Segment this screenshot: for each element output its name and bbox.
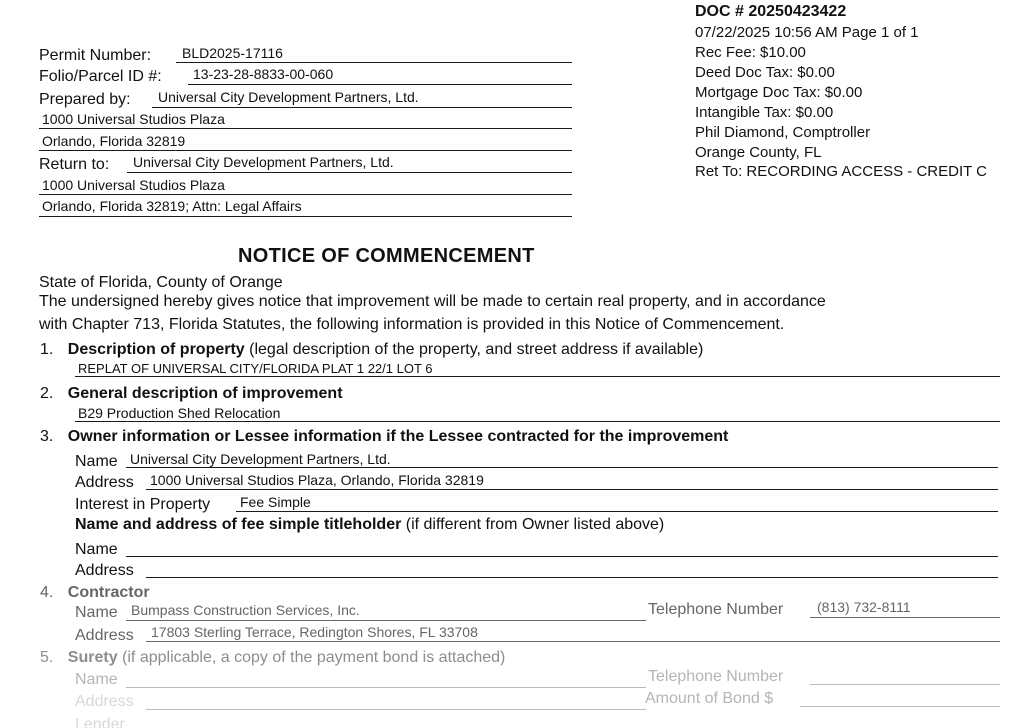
doc-number: DOC # 20250423422 — [695, 3, 847, 20]
contractor-name-underline — [126, 620, 646, 621]
fee-simple-title: Name and address of fee simple titleholder — [75, 516, 402, 533]
return-address-1: 1000 Universal Studios Plaza — [42, 177, 225, 193]
section-3-title: Owner information or Lessee information if the Lessee contracted for the improvement — [67, 428, 729, 445]
prepared-addr2-underline — [39, 150, 572, 151]
prepared-by-label: Prepared by: — [39, 91, 131, 108]
permit-underline — [176, 62, 572, 63]
contractor-name-value: Bumpass Construction Services, Inc. — [131, 602, 360, 618]
contractor-phone-value: (813) 732-8111 — [817, 599, 911, 615]
return-to-value: Universal City Development Partners, Ltd. — [133, 154, 394, 170]
section-1-heading — [40, 341, 703, 359]
surety-phone-underline — [810, 684, 1000, 685]
prepared-address-1: 1000 Universal Studios Plaza — [42, 111, 225, 127]
section-2-number: 2. — [40, 385, 54, 402]
intro-line-2: with Chapter 713, Florida Statutes, the following information is provided in this Notice of Commencement. — [39, 316, 785, 333]
titleholder-address-label: Address — [75, 562, 134, 579]
section-1-subtitle: (legal description of the property, and street address if available) — [244, 341, 704, 358]
owner-name-value: Universal City Development Partners, Ltd. — [130, 451, 391, 467]
owner-address-value: 1000 Universal Studios Plaza, Orlando, Florida 32819 — [150, 472, 484, 488]
mortgage-doc-tax: Mortgage Doc Tax: $0.00 — [695, 84, 863, 101]
comptroller: Phil Diamond, Comptroller — [695, 124, 871, 141]
bond-amount-underline — [800, 706, 1000, 707]
return-addr2-underline — [39, 216, 572, 217]
section-1-title: Description of property — [67, 341, 245, 358]
folio-label: Folio/Parcel ID #: — [39, 68, 162, 85]
contractor-address-value: 17803 Sterling Terrace, Redington Shores, FL 33708 — [151, 624, 478, 640]
surety-name-underline — [126, 687, 646, 688]
section-2-heading — [40, 385, 343, 403]
return-addr1-underline — [39, 194, 572, 195]
folio-underline — [188, 84, 572, 85]
titleholder-name-label: Name — [75, 541, 118, 558]
return-address-2: Orlando, Florida 32819; Attn: Legal Affairs — [42, 198, 302, 214]
section-4-number: 4. — [40, 584, 54, 601]
owner-name-underline — [126, 467, 998, 468]
owner-name-label: Name — [75, 453, 118, 470]
contractor-address-label: Address — [75, 627, 134, 644]
section-2-title: General description of improvement — [67, 385, 343, 402]
owner-address-label: Address — [75, 474, 134, 491]
section-5-title: Surety — [67, 649, 118, 666]
permit-number-value: BLD2025-17116 — [182, 45, 283, 61]
fee-simple-subtitle: (if different from Owner listed above) — [401, 516, 665, 533]
state-county: State of Florida, County of Orange — [39, 274, 283, 291]
property-description-underline — [75, 376, 1000, 377]
contractor-phone-label: Telephone Number — [648, 601, 784, 618]
owner-address-underline — [146, 489, 998, 490]
prepared-by-value: Universal City Development Partners, Ltd. — [158, 89, 419, 105]
improvement-underline — [75, 421, 1000, 422]
section-5-subtitle: (if applicable, a copy of the payment bond is attached) — [117, 649, 506, 666]
folio-value: 13-23-28-8833-00-060 — [193, 66, 334, 82]
section-4-heading — [40, 584, 150, 602]
section-3-number: 3. — [40, 428, 54, 445]
return-to-recording: Ret To: RECORDING ACCESS - CREDIT C — [695, 163, 988, 180]
improvement-description-value: B29 Production Shed Relocation — [78, 405, 281, 421]
section-5-number: 5. — [40, 649, 54, 666]
interest-label: Interest in Property — [75, 496, 211, 513]
document-title: NOTICE OF COMMENCEMENT — [238, 245, 535, 267]
bond-amount-label: Amount of Bond $ — [645, 690, 774, 707]
lender-label: Lender — [75, 716, 125, 728]
county: Orange County, FL — [695, 144, 822, 161]
interest-value: Fee Simple — [240, 494, 311, 510]
intangible-tax: Intangible Tax: $0.00 — [695, 104, 834, 121]
return-to-underline — [127, 172, 572, 173]
section-1-number: 1. — [40, 341, 54, 358]
prepared-addr1-underline — [39, 128, 572, 129]
contractor-name-label: Name — [75, 604, 118, 621]
contractor-phone-underline — [810, 617, 1000, 618]
prepared-address-2: Orlando, Florida 32819 — [42, 133, 186, 149]
section-4-title: Contractor — [67, 584, 150, 601]
return-to-label: Return to: — [39, 156, 110, 173]
intro-line-1: The undersigned hereby gives notice that improvement will be made to certain real property, and in accordance — [39, 293, 826, 310]
rec-fee: Rec Fee: $10.00 — [695, 44, 806, 61]
section-3-heading — [40, 428, 728, 446]
prepared-by-underline — [152, 107, 572, 108]
titleholder-address-underline — [146, 577, 998, 578]
recording-datetime: 07/22/2025 10:56 AM Page 1 of 1 — [695, 24, 919, 41]
titleholder-name-underline — [126, 556, 998, 557]
fee-simple-heading — [75, 516, 664, 534]
property-description-value: REPLAT OF UNIVERSAL CITY/FLORIDA PLAT 1 22/1 LOT 6 — [78, 361, 433, 376]
section-5-heading — [40, 649, 505, 667]
permit-number-label: Permit Number: — [39, 47, 152, 64]
deed-doc-tax: Deed Doc Tax: $0.00 — [695, 64, 835, 81]
surety-name-label: Name — [75, 671, 118, 688]
interest-underline — [236, 511, 998, 512]
surety-phone-label: Telephone Number — [648, 668, 784, 685]
surety-address-label: Address — [75, 693, 134, 710]
contractor-address-underline — [146, 641, 1000, 642]
surety-address-underline — [146, 709, 646, 710]
